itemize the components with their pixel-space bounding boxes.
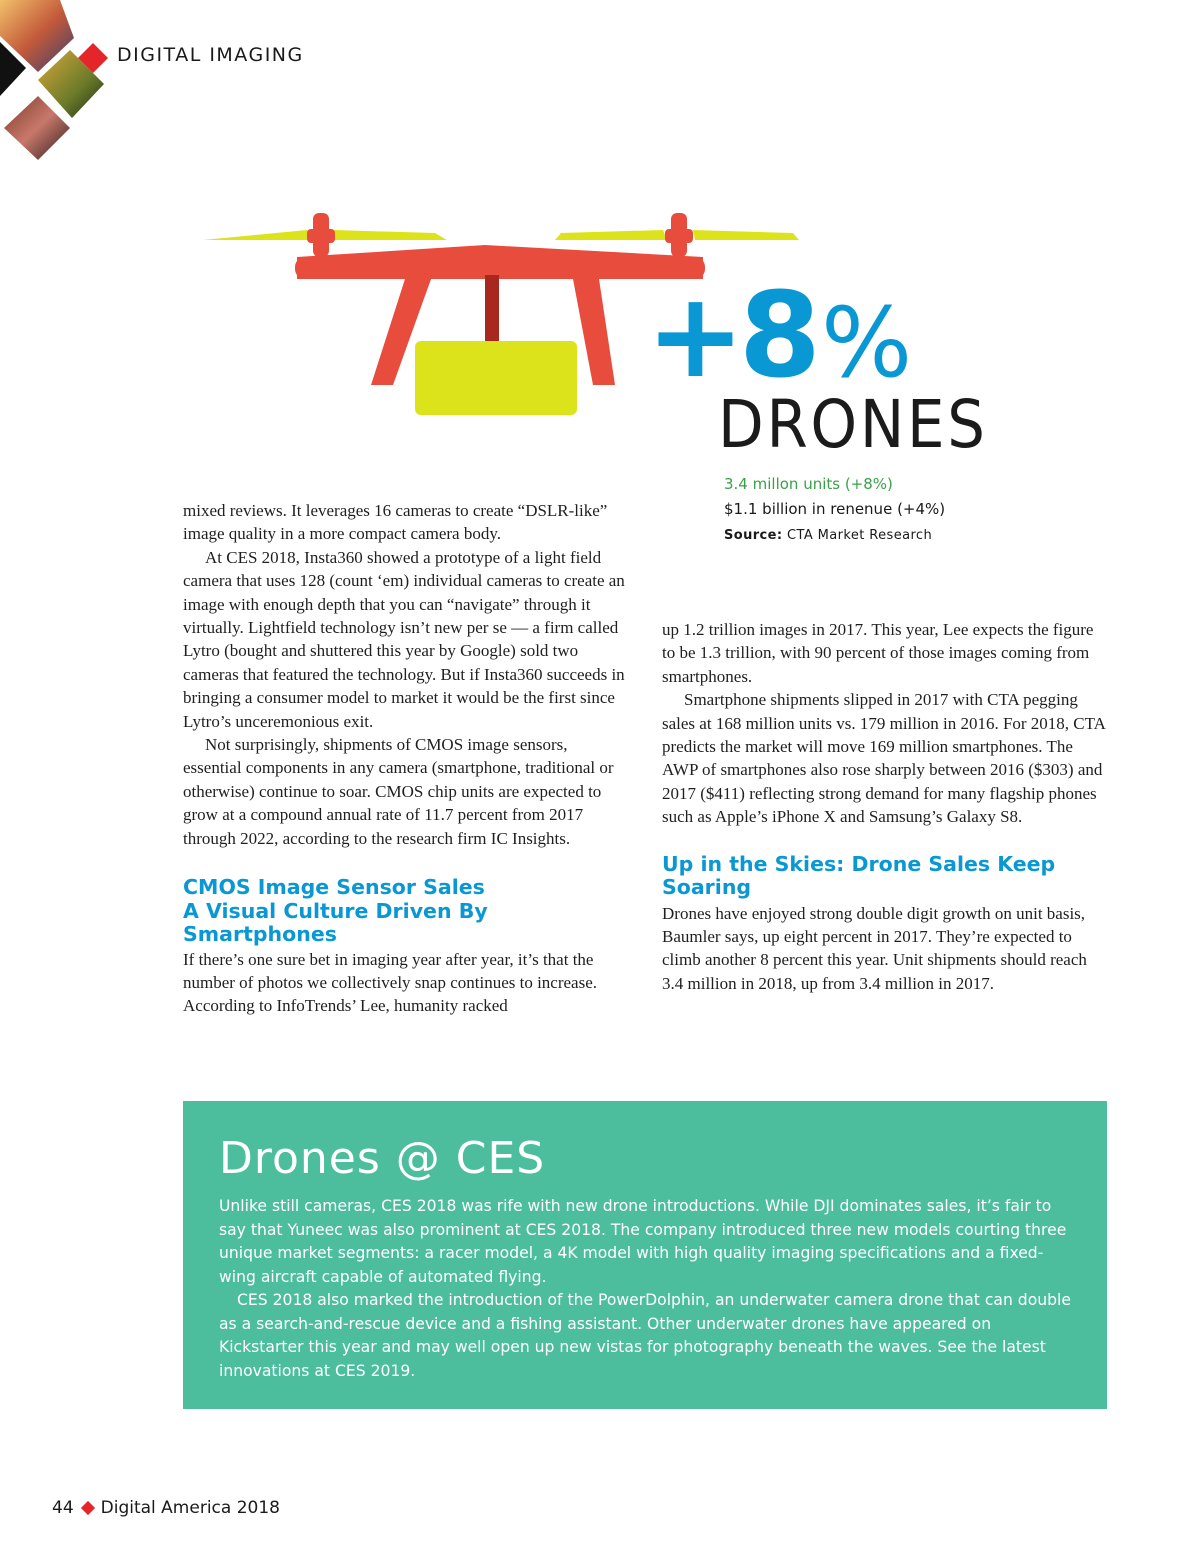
left-paragraph-3: Not surprisingly, shipments of CMOS image sensors, essential components in any camera (smartphone, traditional or otherwise) continue to soar. CMOS chip units are expected to grow at a compound annual rate of 11.7 percent from 2017 through 2022, according to the research firm IC Insights. [183, 735, 614, 848]
stat-source-value: CTA Market Research [787, 528, 933, 543]
stat-units: 3.4 millon units (+8%) [724, 475, 893, 493]
page-number: 44 [52, 1498, 74, 1518]
drone-cargo-box [415, 341, 577, 415]
publication-name: Digital America 2018 [100, 1498, 280, 1518]
left-paragraph-1: mixed reviews. It leverages 16 cameras to create “DSLR-like” image quality in a more compact camera body. [183, 501, 608, 544]
leg-right [573, 279, 615, 385]
left-column [183, 499, 629, 1018]
red-diamond-icon [81, 1501, 95, 1515]
left-paragraph-2: At CES 2018, Insta360 showed a prototype of a light field camera that uses 128 (count ‘em) individual cameras to create an image with enough depth that you can “navigate” through it virtually. Lightfield technology isn’t new per se — a firm called Lytro (bought and shuttered this year by Google) sold two cameras that featured the technology. But if Insta360 succeeds in bringing a consumer model to market it would be the first since Lytro’s unceremonious exit. [183, 547, 625, 731]
skies-heading-line-2: Soaring [662, 875, 752, 900]
drone-center-post [485, 275, 499, 345]
left-paragraph-4: If there’s one sure bet in imaging year after year, it’s that the number of photos we collectively snap continues to increase. According to InfoTrends’ Lee, humanity racked [183, 949, 598, 1016]
right-paragraph-1: up 1.2 trillion images in 2017. This year, Lee expects the figure to be 1.3 trillion, with 90 percent of those images coming from smartphones. [662, 620, 1094, 686]
cmos-heading-line-2: A Visual Culture Driven By Smartphones [183, 898, 488, 947]
propeller-left-inner [333, 230, 447, 240]
skies-heading-line-1: Up in the Skies: Drone Sales Keep [662, 851, 1056, 876]
stat-source-label: Source: [724, 528, 783, 543]
propeller-left-outer [203, 230, 313, 240]
ces-box-paragraph-1: Unlike still cameras, CES 2018 was rife with new drone introductions. While DJI dominates sales, it’s fair to say that Yuneec was also prominent at CES 2018. The company introduced three new models courting three unique market segments: a racer model, a 4K model with high quality imaging specifications and a fixed-wing aircraft capable of automated flying. [219, 1197, 1067, 1286]
skies-heading [662, 853, 1108, 900]
propeller-right-outer [693, 230, 799, 240]
propeller-right-inner [555, 230, 667, 240]
right-column [662, 618, 1108, 995]
stat-percent [646, 266, 1006, 404]
stat-number: 8 [738, 266, 821, 404]
ces-box-paragraph-2: CES 2018 also marked the introduction of the PowerDolphin, an underwater camera drone that can double as a search-and-rescue device and a fishing assistant. Other underwater drones have appeared on Kickstarter this year and may well open up new vistas for photography beneath the waves. See the latest innovations at CES 2019. [219, 1291, 1071, 1380]
cmos-heading-line-1: CMOS Image Sensor Sales [183, 875, 485, 900]
section-label: DIGITAL IMAGING [117, 44, 304, 66]
page-footer [52, 1498, 280, 1518]
stat-source [724, 528, 932, 543]
cmos-heading [183, 876, 629, 947]
stat-title: DRONES [718, 386, 988, 463]
mosaic-people-tile [4, 96, 70, 160]
right-paragraph-2: Smartphone shipments slipped in 2017 with CTA pegging sales at 168 million units vs. 179 million in 2016. For 2018, CTA predicts the market will move 169 million smartphones. The AWP of smartphones also rose sharply between 2016 ($303) and 2017 ($411) reflecting strong demand for many flagship phones such as Apple’s iPhone X and Samsung’s Galaxy S8. [662, 690, 1106, 827]
stat-percent-sign: % [820, 287, 911, 399]
right-paragraph-3: Drones have enjoyed strong double digit growth on unit basis, Baumler says, up eight percent in 2017. They’re expected to climb another 8 percent this year. Unit shipments should reach 3.4 million in 2018, up from 3.4 million in 2017. [662, 903, 1087, 993]
corner-photo-mosaic [0, 0, 112, 162]
ces-box-title: Drones @ CES [219, 1133, 546, 1184]
stat-plus-sign: + [646, 266, 739, 404]
stat-revenue: $1.1 billion in renenue (+4%) [724, 500, 946, 518]
ces-sidebar-box [183, 1101, 1107, 1409]
